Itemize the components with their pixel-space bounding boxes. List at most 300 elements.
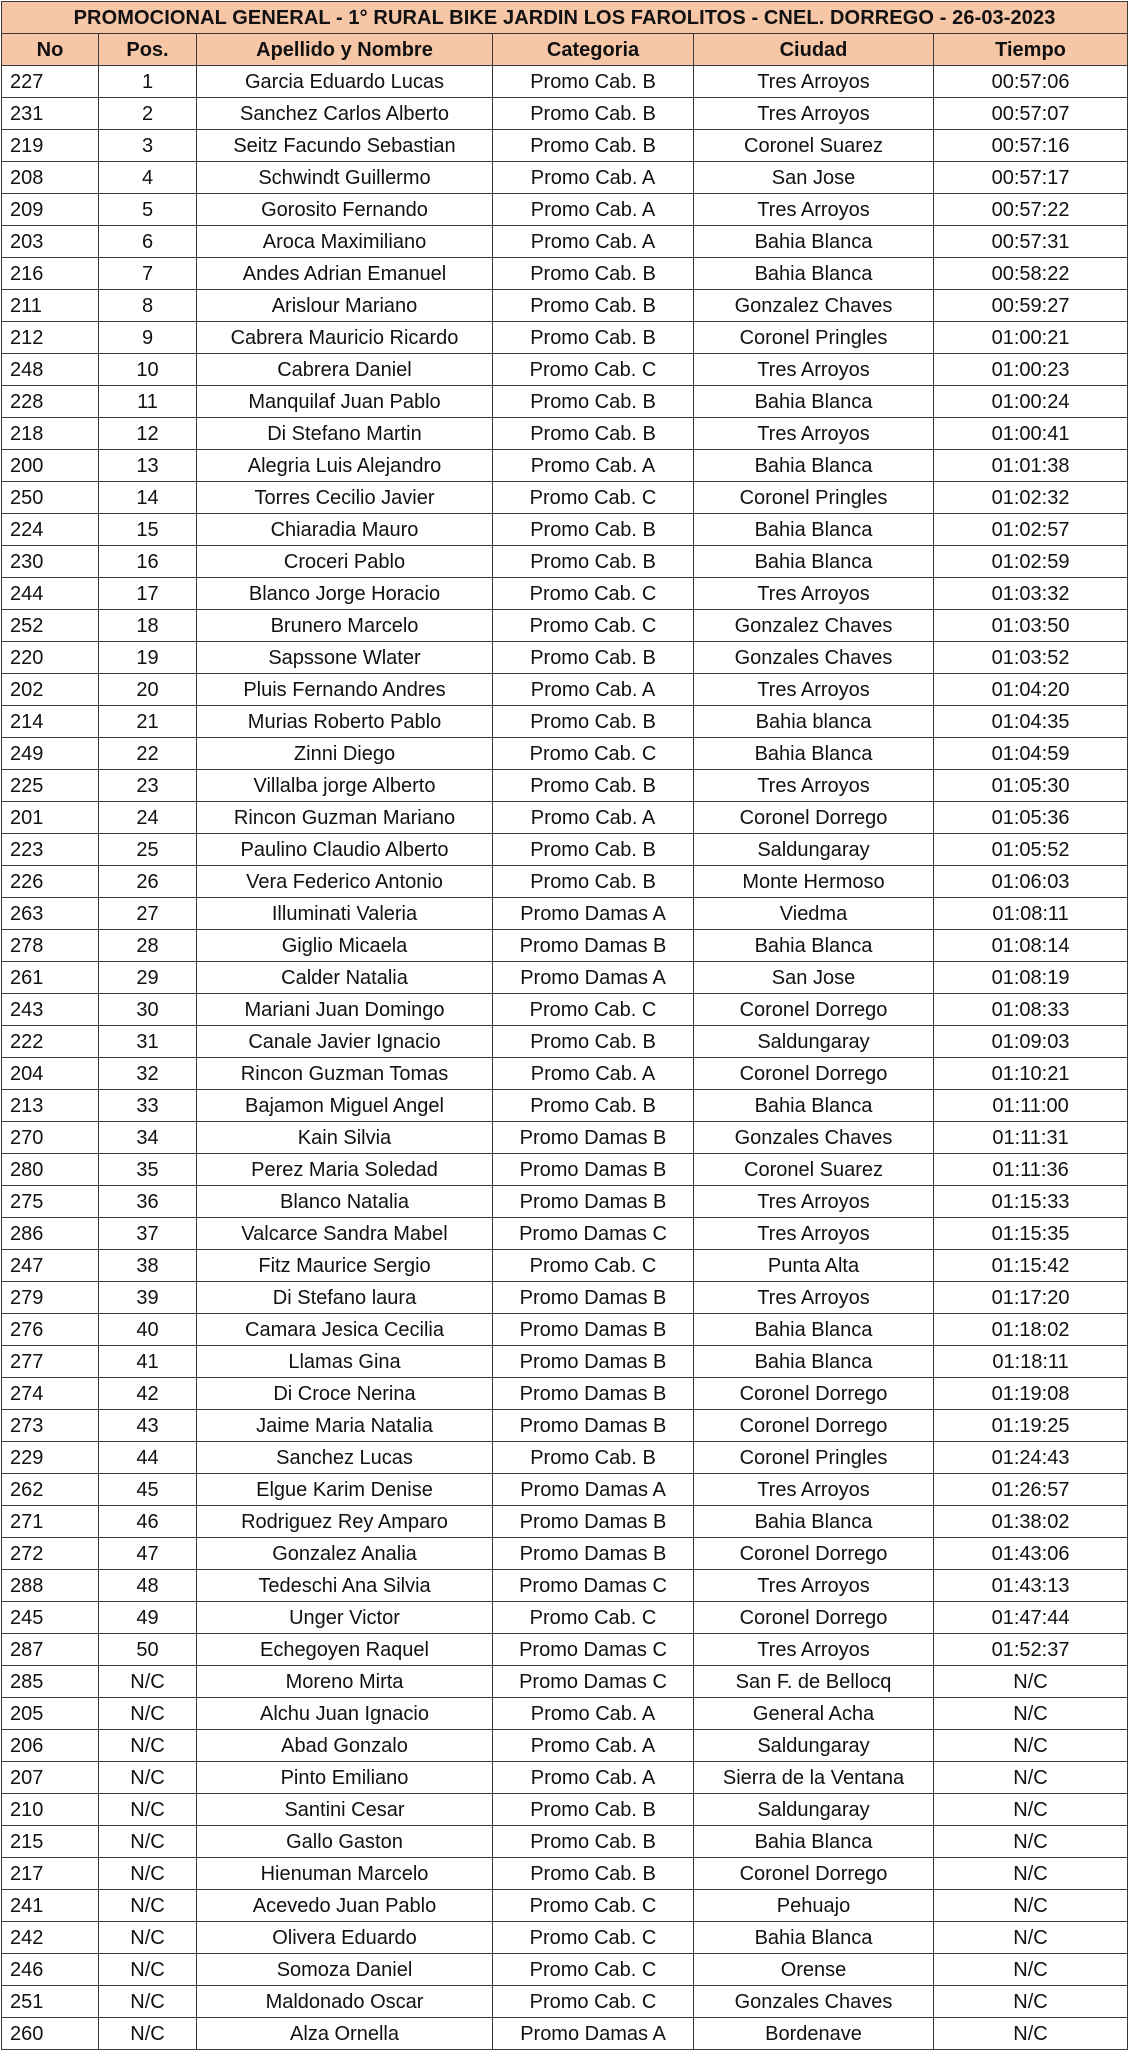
cell-no: 252	[2, 610, 99, 642]
cell-pos: N/C	[99, 1730, 197, 1762]
cell-time: 01:19:25	[934, 1410, 1128, 1442]
cell-no: 250	[2, 482, 99, 514]
table-row	[2, 1346, 1128, 1378]
cell-pos: 16	[99, 546, 197, 578]
cell-pos: N/C	[99, 1922, 197, 1954]
table-row	[2, 482, 1128, 514]
cell-city: Gonzalez Chaves	[694, 610, 934, 642]
cell-no: 249	[2, 738, 99, 770]
cell-city: Bahia Blanca	[694, 1346, 934, 1378]
cell-time: 01:15:35	[934, 1218, 1128, 1250]
table-row	[2, 930, 1128, 962]
cell-name: Giglio Micaela	[197, 930, 493, 962]
table-row	[2, 1250, 1128, 1282]
cell-category: Promo Cab. B	[493, 770, 694, 802]
cell-category: Promo Cab. B	[493, 66, 694, 98]
cell-time: 01:09:03	[934, 1026, 1128, 1058]
cell-pos: 28	[99, 930, 197, 962]
cell-category: Promo Damas C	[493, 1570, 694, 1602]
cell-time: N/C	[934, 1762, 1128, 1794]
cell-no: 247	[2, 1250, 99, 1282]
cell-time: 01:08:19	[934, 962, 1128, 994]
cell-time: 01:05:36	[934, 802, 1128, 834]
table-row	[2, 610, 1128, 642]
table-row	[2, 1570, 1128, 1602]
cell-city: Coronel Pringles	[694, 482, 934, 514]
cell-pos: 17	[99, 578, 197, 610]
cell-name: Rincon Guzman Tomas	[197, 1058, 493, 1090]
cell-pos: 4	[99, 162, 197, 194]
cell-time: 01:08:11	[934, 898, 1128, 930]
cell-name: Jaime Maria Natalia	[197, 1410, 493, 1442]
cell-city: Gonzales Chaves	[694, 1986, 934, 2018]
cell-pos: 35	[99, 1154, 197, 1186]
cell-no: 241	[2, 1890, 99, 1922]
cell-category: Promo Damas C	[493, 1666, 694, 1698]
table-row	[2, 1890, 1128, 1922]
table-row	[2, 386, 1128, 418]
cell-city: Saldungaray	[694, 1794, 934, 1826]
cell-no: 227	[2, 66, 99, 98]
cell-category: Promo Cab. B	[493, 290, 694, 322]
cell-category: Promo Cab. A	[493, 194, 694, 226]
cell-no: 276	[2, 1314, 99, 1346]
cell-city: Tres Arroyos	[694, 578, 934, 610]
cell-city: Punta Alta	[694, 1250, 934, 1282]
cell-name: Paulino Claudio Alberto	[197, 834, 493, 866]
cell-category: Promo Cab. B	[493, 866, 694, 898]
cell-name: Blanco Natalia	[197, 1186, 493, 1218]
cell-no: 262	[2, 1474, 99, 1506]
cell-name: Elgue Karim Denise	[197, 1474, 493, 1506]
cell-no: 273	[2, 1410, 99, 1442]
table-row	[2, 450, 1128, 482]
cell-name: Di Stefano Martin	[197, 418, 493, 450]
table-row	[2, 418, 1128, 450]
table-row	[2, 770, 1128, 802]
cell-category: Promo Cab. A	[493, 674, 694, 706]
cell-time: 01:02:32	[934, 482, 1128, 514]
table-row	[2, 258, 1128, 290]
cell-time: 01:01:38	[934, 450, 1128, 482]
cell-city: Saldungaray	[694, 834, 934, 866]
cell-pos: 47	[99, 1538, 197, 1570]
cell-pos: 42	[99, 1378, 197, 1410]
cell-city: Coronel Dorrego	[694, 1858, 934, 1890]
cell-no: 202	[2, 674, 99, 706]
table-row	[2, 1378, 1128, 1410]
cell-city: Bahia blanca	[694, 706, 934, 738]
cell-pos: 37	[99, 1218, 197, 1250]
cell-time: 01:10:21	[934, 1058, 1128, 1090]
cell-pos: 24	[99, 802, 197, 834]
cell-name: Hienuman Marcelo	[197, 1858, 493, 1890]
cell-no: 274	[2, 1378, 99, 1410]
cell-pos: 50	[99, 1634, 197, 1666]
cell-name: Bajamon Miguel Angel	[197, 1090, 493, 1122]
cell-city: Tres Arroyos	[694, 194, 934, 226]
cell-name: Rincon Guzman Mariano	[197, 802, 493, 834]
cell-no: 205	[2, 1698, 99, 1730]
cell-category: Promo Cab. B	[493, 418, 694, 450]
cell-no: 219	[2, 130, 99, 162]
cell-pos: N/C	[99, 1858, 197, 1890]
cell-no: 287	[2, 1634, 99, 1666]
cell-name: Pinto Emiliano	[197, 1762, 493, 1794]
cell-no: 214	[2, 706, 99, 738]
cell-no: 279	[2, 1282, 99, 1314]
cell-time: 00:57:06	[934, 66, 1128, 98]
cell-category: Promo Cab. B	[493, 546, 694, 578]
cell-city: Gonzales Chaves	[694, 1122, 934, 1154]
cell-time: 00:57:07	[934, 98, 1128, 130]
table-row	[2, 546, 1128, 578]
cell-no: 285	[2, 1666, 99, 1698]
cell-city: Bahia Blanca	[694, 386, 934, 418]
cell-pos: 40	[99, 1314, 197, 1346]
cell-no: 270	[2, 1122, 99, 1154]
cell-time: 00:57:31	[934, 226, 1128, 258]
cell-city: Tres Arroyos	[694, 66, 934, 98]
cell-category: Promo Damas C	[493, 1218, 694, 1250]
table-row	[2, 66, 1128, 98]
cell-name: Murias Roberto Pablo	[197, 706, 493, 738]
cell-category: Promo Cab. A	[493, 450, 694, 482]
table-row	[2, 1794, 1128, 1826]
cell-no: 200	[2, 450, 99, 482]
cell-category: Promo Cab. C	[493, 1890, 694, 1922]
cell-pos: 27	[99, 898, 197, 930]
cell-category: Promo Cab. A	[493, 1730, 694, 1762]
cell-no: 278	[2, 930, 99, 962]
cell-category: Promo Cab. A	[493, 802, 694, 834]
cell-no: 217	[2, 1858, 99, 1890]
cell-category: Promo Damas B	[493, 1346, 694, 1378]
cell-city: Tres Arroyos	[694, 1570, 934, 1602]
cell-city: Viedma	[694, 898, 934, 930]
table-row	[2, 1282, 1128, 1314]
cell-city: Coronel Suarez	[694, 130, 934, 162]
cell-city: Coronel Pringles	[694, 1442, 934, 1474]
cell-no: 204	[2, 1058, 99, 1090]
cell-category: Promo Cab. B	[493, 258, 694, 290]
cell-time: N/C	[934, 1666, 1128, 1698]
cell-time: 01:00:23	[934, 354, 1128, 386]
cell-city: Coronel Dorrego	[694, 1378, 934, 1410]
table-row	[2, 98, 1128, 130]
cell-category: Promo Cab. C	[493, 1602, 694, 1634]
cell-name: Alegria Luis Alejandro	[197, 450, 493, 482]
cell-name: Arislour Mariano	[197, 290, 493, 322]
cell-category: Promo Cab. A	[493, 226, 694, 258]
cell-name: Andes Adrian Emanuel	[197, 258, 493, 290]
cell-time: 01:11:00	[934, 1090, 1128, 1122]
cell-no: 243	[2, 994, 99, 1026]
table-row	[2, 1986, 1128, 2018]
cell-name: Maldonado Oscar	[197, 1986, 493, 2018]
table-row	[2, 1698, 1128, 1730]
table-row	[2, 1858, 1128, 1890]
cell-category: Promo Cab. B	[493, 1090, 694, 1122]
cell-pos: 9	[99, 322, 197, 354]
cell-pos: 30	[99, 994, 197, 1026]
cell-time: 01:52:37	[934, 1634, 1128, 1666]
cell-pos: 46	[99, 1506, 197, 1538]
cell-category: Promo Damas B	[493, 1506, 694, 1538]
cell-category: Promo Cab. C	[493, 354, 694, 386]
cell-name: Kain Silvia	[197, 1122, 493, 1154]
cell-no: 220	[2, 642, 99, 674]
cell-pos: 14	[99, 482, 197, 514]
cell-pos: 20	[99, 674, 197, 706]
cell-no: 261	[2, 962, 99, 994]
cell-city: Tres Arroyos	[694, 98, 934, 130]
cell-category: Promo Cab. B	[493, 1026, 694, 1058]
cell-name: Schwindt Guillermo	[197, 162, 493, 194]
cell-time: 01:18:11	[934, 1346, 1128, 1378]
cell-time: 01:38:02	[934, 1506, 1128, 1538]
cell-category: Promo Cab. C	[493, 1954, 694, 1986]
cell-pos: 12	[99, 418, 197, 450]
table-row	[2, 354, 1128, 386]
cell-no: 201	[2, 802, 99, 834]
cell-time: N/C	[934, 1794, 1128, 1826]
cell-no: 288	[2, 1570, 99, 1602]
cell-time: 01:04:59	[934, 738, 1128, 770]
cell-category: Promo Cab. B	[493, 514, 694, 546]
cell-no: 275	[2, 1186, 99, 1218]
cell-pos: N/C	[99, 1826, 197, 1858]
cell-time: 01:04:20	[934, 674, 1128, 706]
table-row	[2, 706, 1128, 738]
cell-no: 248	[2, 354, 99, 386]
cell-time: 01:05:52	[934, 834, 1128, 866]
cell-city: Orense	[694, 1954, 934, 1986]
table-row	[2, 642, 1128, 674]
table-row	[2, 514, 1128, 546]
cell-name: Pluis Fernando Andres	[197, 674, 493, 706]
cell-name: Llamas Gina	[197, 1346, 493, 1378]
cell-category: Promo Cab. A	[493, 1698, 694, 1730]
table-row	[2, 1538, 1128, 1570]
column-header-time: Tiempo	[934, 34, 1128, 66]
table-row	[2, 578, 1128, 610]
cell-city: Coronel Dorrego	[694, 1602, 934, 1634]
cell-time: N/C	[934, 1698, 1128, 1730]
table-row	[2, 2018, 1128, 2050]
cell-pos: 18	[99, 610, 197, 642]
cell-pos: 19	[99, 642, 197, 674]
table-row	[2, 322, 1128, 354]
cell-time: 01:43:13	[934, 1570, 1128, 1602]
cell-pos: 32	[99, 1058, 197, 1090]
cell-pos: 38	[99, 1250, 197, 1282]
table-row	[2, 1090, 1128, 1122]
cell-no: 218	[2, 418, 99, 450]
cell-category: Promo Cab. C	[493, 610, 694, 642]
cell-city: Tres Arroyos	[694, 770, 934, 802]
cell-no: 242	[2, 1922, 99, 1954]
cell-pos: 29	[99, 962, 197, 994]
cell-category: Promo Damas B	[493, 1410, 694, 1442]
cell-name: Valcarce Sandra Mabel	[197, 1218, 493, 1250]
cell-time: 01:05:30	[934, 770, 1128, 802]
cell-pos: N/C	[99, 1698, 197, 1730]
cell-city: Tres Arroyos	[694, 1218, 934, 1250]
cell-time: 01:02:57	[934, 514, 1128, 546]
cell-time: 01:08:14	[934, 930, 1128, 962]
cell-city: Bahia Blanca	[694, 1826, 934, 1858]
cell-time: N/C	[934, 1858, 1128, 1890]
table-row	[2, 290, 1128, 322]
cell-category: Promo Cab. C	[493, 1986, 694, 2018]
column-header-name: Apellido y Nombre	[197, 34, 493, 66]
cell-pos: N/C	[99, 1666, 197, 1698]
cell-city: Bahia Blanca	[694, 450, 934, 482]
cell-no: 213	[2, 1090, 99, 1122]
cell-pos: N/C	[99, 1762, 197, 1794]
table-row	[2, 1314, 1128, 1346]
cell-city: Coronel Dorrego	[694, 802, 934, 834]
table-row	[2, 1954, 1128, 1986]
cell-city: Tres Arroyos	[694, 418, 934, 450]
table-row	[2, 866, 1128, 898]
cell-no: 246	[2, 1954, 99, 1986]
table-row	[2, 1410, 1128, 1442]
cell-time: 01:19:08	[934, 1378, 1128, 1410]
cell-pos: 34	[99, 1122, 197, 1154]
cell-city: Tres Arroyos	[694, 674, 934, 706]
cell-time: 01:03:32	[934, 578, 1128, 610]
cell-category: Promo Damas B	[493, 1154, 694, 1186]
cell-name: Di Stefano laura	[197, 1282, 493, 1314]
cell-name: Sanchez Carlos Alberto	[197, 98, 493, 130]
cell-name: Gonzalez Analia	[197, 1538, 493, 1570]
cell-no: 277	[2, 1346, 99, 1378]
cell-no: 208	[2, 162, 99, 194]
cell-time: N/C	[934, 1730, 1128, 1762]
cell-pos: 39	[99, 1282, 197, 1314]
table-row	[2, 226, 1128, 258]
cell-category: Promo Damas B	[493, 930, 694, 962]
cell-category: Promo Cab. B	[493, 130, 694, 162]
cell-time: N/C	[934, 1954, 1128, 1986]
page-title: PROMOCIONAL GENERAL - 1° RURAL BIKE JARDIN LOS FAROLITOS - CNEL. DORREGO - 26-03-2023	[2, 2, 1128, 34]
table-row	[2, 1218, 1128, 1250]
cell-pos: 33	[99, 1090, 197, 1122]
cell-pos: 1	[99, 66, 197, 98]
column-header-category: Categoria	[493, 34, 694, 66]
cell-name: Rodriguez Rey Amparo	[197, 1506, 493, 1538]
cell-category: Promo Cab. B	[493, 98, 694, 130]
table-row	[2, 834, 1128, 866]
cell-no: 203	[2, 226, 99, 258]
cell-no: 207	[2, 1762, 99, 1794]
cell-category: Promo Cab. B	[493, 834, 694, 866]
table-row	[2, 1666, 1128, 1698]
cell-time: 01:15:42	[934, 1250, 1128, 1282]
cell-city: Bahia Blanca	[694, 1090, 934, 1122]
cell-name: Seitz Facundo Sebastian	[197, 130, 493, 162]
cell-no: 229	[2, 1442, 99, 1474]
cell-pos: 43	[99, 1410, 197, 1442]
cell-no: 244	[2, 578, 99, 610]
cell-no: 263	[2, 898, 99, 930]
cell-time: 01:08:33	[934, 994, 1128, 1026]
cell-time: 01:15:33	[934, 1186, 1128, 1218]
cell-category: Promo Cab. C	[493, 1922, 694, 1954]
cell-name: Illuminati Valeria	[197, 898, 493, 930]
cell-no: 215	[2, 1826, 99, 1858]
table-row	[2, 1602, 1128, 1634]
cell-pos: 26	[99, 866, 197, 898]
cell-category: Promo Cab. A	[493, 162, 694, 194]
cell-time: 01:17:20	[934, 1282, 1128, 1314]
cell-category: Promo Damas C	[493, 1634, 694, 1666]
table-row	[2, 130, 1128, 162]
cell-no: 210	[2, 1794, 99, 1826]
cell-no: 225	[2, 770, 99, 802]
cell-city: Saldungaray	[694, 1026, 934, 1058]
cell-no: 228	[2, 386, 99, 418]
cell-time: 01:03:50	[934, 610, 1128, 642]
cell-name: Gorosito Fernando	[197, 194, 493, 226]
cell-name: Villalba jorge Alberto	[197, 770, 493, 802]
cell-time: 01:00:41	[934, 418, 1128, 450]
table-row	[2, 1506, 1128, 1538]
cell-name: Canale Javier Ignacio	[197, 1026, 493, 1058]
cell-time: 01:24:43	[934, 1442, 1128, 1474]
cell-city: Bahia Blanca	[694, 1922, 934, 1954]
cell-category: Promo Damas B	[493, 1378, 694, 1410]
cell-no: 286	[2, 1218, 99, 1250]
cell-time: 01:11:36	[934, 1154, 1128, 1186]
column-header-city: Ciudad	[694, 34, 934, 66]
cell-time: 01:18:02	[934, 1314, 1128, 1346]
table-row	[2, 1922, 1128, 1954]
cell-no: 206	[2, 1730, 99, 1762]
cell-name: Torres Cecilio Javier	[197, 482, 493, 514]
cell-name: Somoza Daniel	[197, 1954, 493, 1986]
cell-time: 01:02:59	[934, 546, 1128, 578]
cell-city: Tres Arroyos	[694, 354, 934, 386]
table-row	[2, 962, 1128, 994]
cell-time: N/C	[934, 1826, 1128, 1858]
cell-pos: 41	[99, 1346, 197, 1378]
cell-pos: 44	[99, 1442, 197, 1474]
cell-city: Coronel Dorrego	[694, 1538, 934, 1570]
cell-pos: 13	[99, 450, 197, 482]
cell-category: Promo Damas A	[493, 962, 694, 994]
cell-name: Mariani Juan Domingo	[197, 994, 493, 1026]
cell-time: N/C	[934, 1890, 1128, 1922]
cell-city: Bahia Blanca	[694, 738, 934, 770]
cell-pos: 6	[99, 226, 197, 258]
header-row	[2, 34, 1128, 66]
cell-category: Promo Cab. B	[493, 386, 694, 418]
table-row	[2, 1442, 1128, 1474]
cell-city: Tres Arroyos	[694, 1634, 934, 1666]
cell-category: Promo Cab. B	[493, 706, 694, 738]
cell-time: N/C	[934, 1922, 1128, 1954]
cell-name: Abad Gonzalo	[197, 1730, 493, 1762]
cell-pos: N/C	[99, 1986, 197, 2018]
cell-pos: 7	[99, 258, 197, 290]
cell-name: Brunero Marcelo	[197, 610, 493, 642]
cell-no: 231	[2, 98, 99, 130]
cell-city: Coronel Dorrego	[694, 1410, 934, 1442]
cell-time: 01:26:57	[934, 1474, 1128, 1506]
